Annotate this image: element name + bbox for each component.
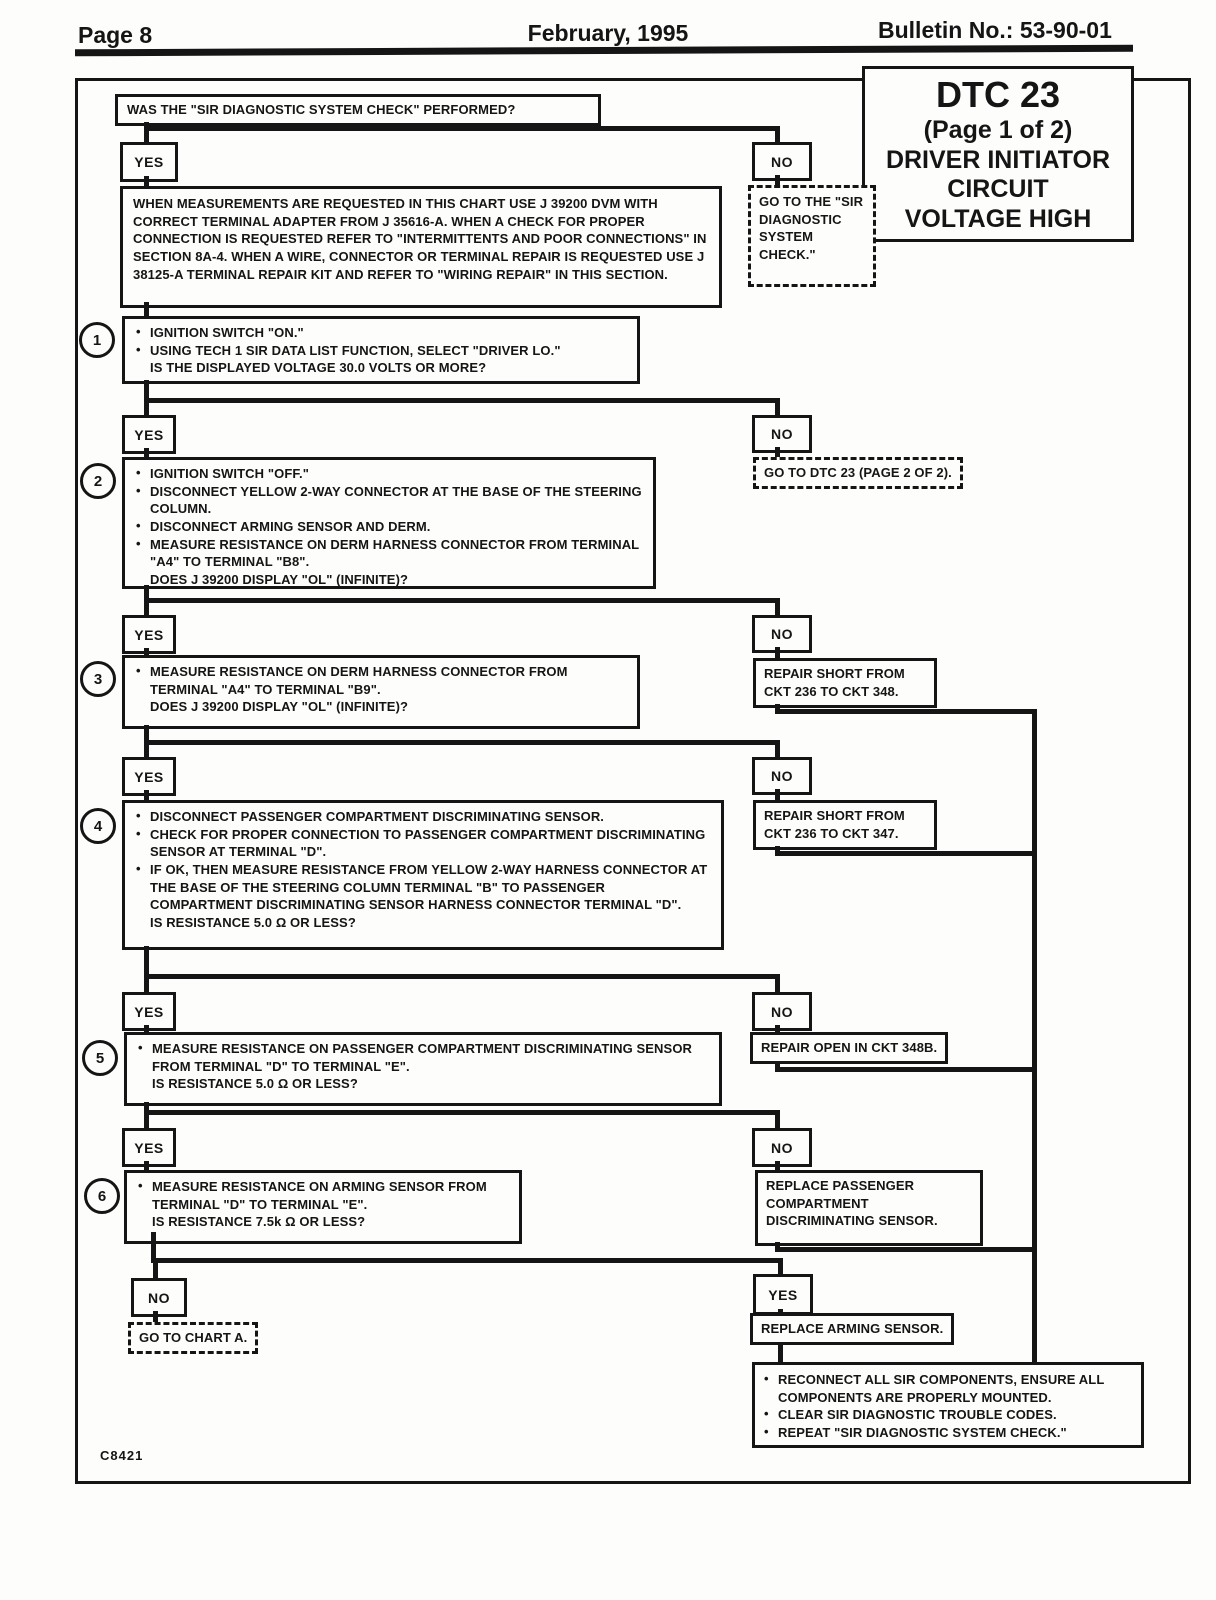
step-2-no-action-box: REPAIR SHORT FROM CKT 236 TO CKT 348. [753, 658, 937, 708]
connector [775, 742, 780, 757]
step-2-bullet-1: • IGNITION SWITCH "OFF." [135, 465, 643, 483]
connector [144, 1025, 149, 1032]
step-3-box [122, 655, 640, 729]
step-2-number [80, 463, 116, 499]
dtc-title-line3: VOLTAGE HIGH [904, 204, 1092, 233]
dtc-page-of: (Page 1 of 2) [923, 116, 1073, 145]
step-6-bullet-1: • MEASURE RESISTANCE ON ARMING SENSOR FROM TERMINAL "D" TO TERMINAL "E". [137, 1178, 509, 1213]
step-1-bullet-2: • USING TECH 1 SIR DATA LIST FUNCTION, SELECT "DRIVER LO." [135, 342, 627, 360]
connector [153, 1311, 158, 1322]
step-4-number [80, 808, 116, 844]
step-6-box [124, 1170, 522, 1244]
connector [144, 1161, 149, 1170]
bulletin-number: Bulletin No.: 53-90-01 [878, 17, 1112, 43]
step-number-label: 3 [93, 670, 103, 688]
step-2-question: DOES J 39200 DISPLAY "OL" (INFINITE)? [150, 572, 409, 588]
step-1-no-action-box: GO TO DTC 23 (PAGE 2 OF 2). [753, 457, 963, 489]
connector [144, 448, 149, 457]
step-1-question: IS THE DISPLAYED VOLTAGE 30.0 VOLTS OR MORE? [150, 360, 487, 376]
step-2-bullet-4: • MEASURE RESISTANCE ON DERM HARNESS CONNECTOR FROM TERMINAL "A4" TO TERMINAL "B8". [135, 536, 643, 571]
step-3-question: DOES J 39200 DISPLAY "OL" (INFINITE)? [150, 699, 409, 715]
final-actions-box [752, 1362, 1144, 1448]
connector [778, 1260, 783, 1274]
connector [144, 176, 149, 186]
step-5-question: IS RESISTANCE 5.0 Ω OR LESS? [152, 1076, 358, 1092]
connector [144, 398, 780, 403]
step-4-question: IS RESISTANCE 5.0 Ω OR LESS? [150, 915, 356, 931]
connector [153, 1260, 158, 1278]
connector [778, 1344, 783, 1362]
step-6-no-action-box: GO TO CHART A. [128, 1322, 258, 1354]
step-number-label: 6 [97, 1187, 107, 1205]
step-number-label: 5 [95, 1049, 105, 1067]
connector [775, 600, 780, 615]
no-label: NO [771, 768, 793, 784]
connector [775, 1161, 780, 1170]
connector [144, 1102, 149, 1128]
step-6-number [84, 1178, 120, 1214]
step-5-no-box [752, 1128, 812, 1167]
step-1-bullet-1: • IGNITION SWITCH "ON." [135, 324, 627, 342]
no-label: NO [148, 1289, 170, 1306]
header-date: February, 1995 [527, 20, 689, 46]
step-3-no-action-box: REPAIR SHORT FROM CKT 236 TO CKT 347. [753, 800, 937, 850]
connector [775, 126, 780, 142]
connector [144, 126, 780, 131]
connector [775, 851, 1037, 856]
connector [144, 1110, 780, 1115]
connector [775, 976, 780, 992]
step-6-question: IS RESISTANCE 7.5k Ω OR LESS? [152, 1214, 366, 1230]
connector [775, 1112, 780, 1128]
connector [775, 647, 780, 658]
step-5-number [82, 1040, 118, 1076]
yes-label: YES [134, 1139, 164, 1156]
start-no-action-box: GO TO THE "SIR DIAGNOSTIC SYSTEM CHECK." [748, 185, 876, 287]
step-4-bullet-3: • IF OK, THEN MEASURE RESISTANCE FROM YELLOW 2-WAY HARNESS CONNECTOR AT THE BASE OF THE STEERING COLUMN TERMINAL "B" TO PASSENGER COMPARTMENT DISCRIMINATING SENSOR HARNESS CONNECTOR TERMINAL "D". [135, 861, 711, 914]
step-2-yes-box [122, 615, 176, 654]
final-bullet-3: • REPEAT "SIR DIAGNOSTIC SYSTEM CHECK." [763, 1424, 1133, 1442]
yes-label: YES [134, 768, 164, 785]
yes-label: YES [134, 1003, 164, 1020]
step-1-box [122, 316, 640, 384]
instructions-box: WHEN MEASUREMENTS ARE REQUESTED IN THIS CHART USE J 39200 DVM WITH CORRECT TERMINAL ADAPTER FROM J 35616-A. WHEN A CHECK FOR PROPER CONNECTION IS REQUESTED REFER TO "INTERMITTENTS AND POOR CONNECTIONS" IN SECTION 8A-4. WHEN A WIRE, CONNECTOR OR TERMINAL REPAIR IS REQUESTED USE J 38125-A TERMINAL REPAIR KIT AND REFER TO "WIRING REPAIR" IN THIS SECTION. [120, 186, 722, 308]
step-1-no-box [752, 415, 812, 453]
dtc-title-box [862, 66, 1134, 242]
dtc-title-line2: CIRCUIT [947, 175, 1049, 204]
step-2-bullet-2: • DISCONNECT YELLOW 2-WAY CONNECTOR AT THE BASE OF THE STEERING COLUMN. [135, 483, 643, 518]
step-3-yes-box [122, 757, 176, 796]
connector [144, 790, 149, 800]
step-4-no-box [752, 992, 812, 1031]
no-label: NO [771, 626, 793, 642]
connector [775, 1025, 780, 1032]
start-question-box: WAS THE "SIR DIAGNOSTIC SYSTEM CHECK" PERFORMED? [115, 94, 601, 126]
page-number: Page 8 [78, 22, 153, 48]
start-yes-box [120, 142, 178, 182]
no-label: NO [771, 1139, 793, 1156]
step-6-yes-box [753, 1274, 813, 1315]
step-2-no-box [752, 615, 812, 653]
connector [144, 598, 780, 603]
connector [144, 740, 780, 745]
connector [775, 400, 780, 415]
figure-code: C8421 [100, 1448, 144, 1463]
step-6-no-box [131, 1278, 187, 1317]
no-label: NO [771, 426, 793, 442]
step-4-yes-box [122, 992, 176, 1031]
connector [144, 946, 149, 992]
start-no-box [752, 142, 812, 181]
connector [775, 1067, 1037, 1072]
step-4-no-action-box: REPAIR OPEN IN CKT 348B. [750, 1032, 948, 1064]
final-bullet-2: • CLEAR SIR DIAGNOSTIC TROUBLE CODES. [763, 1406, 1133, 1424]
step-2-box [122, 457, 656, 589]
step-5-yes-box [122, 1128, 176, 1167]
step-4-bullet-1: • DISCONNECT PASSENGER COMPARTMENT DISCRIMINATING SENSOR. [135, 808, 711, 826]
trunk-connector [1032, 709, 1037, 1364]
step-1-yes-box [122, 415, 176, 454]
step-6-yes-action-box: REPLACE ARMING SENSOR. [750, 1313, 954, 1345]
connector [144, 974, 780, 979]
step-5-box [124, 1032, 722, 1106]
connector [151, 1258, 783, 1263]
connector [775, 1247, 1037, 1252]
step-4-box [122, 800, 724, 950]
no-label: NO [771, 1003, 793, 1020]
connector [775, 709, 1037, 714]
yes-label: YES [134, 626, 164, 643]
connector [144, 302, 149, 316]
step-number-label: 1 [92, 331, 102, 349]
dtc-title-line1: DRIVER INITIATOR [885, 145, 1111, 174]
step-5-bullet-1: • MEASURE RESISTANCE ON PASSENGER COMPARTMENT DISCRIMINATING SENSOR FROM TERMINAL "D" TO TERMINAL "E". [137, 1040, 709, 1075]
final-bullet-1: • RECONNECT ALL SIR COMPONENTS, ENSURE ALL COMPONENTS ARE PROPERLY MOUNTED. [763, 1371, 1133, 1406]
step-3-bullet-1: • MEASURE RESISTANCE ON DERM HARNESS CONNECTOR FROM TERMINAL "A4" TO TERMINAL "B9". [135, 663, 627, 698]
step-1-number [79, 322, 115, 358]
step-3-no-box [752, 757, 812, 795]
connector [775, 789, 780, 800]
step-4-bullet-2: • CHECK FOR PROPER CONNECTION TO PASSENGER COMPARTMENT DISCRIMINATING SENSOR AT TERMINAL "D". [135, 826, 711, 861]
step-3-number [80, 661, 116, 697]
yes-label: YES [768, 1286, 798, 1303]
step-5-no-action-box: REPLACE PASSENGER COMPARTMENT DISCRIMINATING SENSOR. [755, 1170, 983, 1246]
connector [775, 447, 780, 457]
step-number-label: 4 [93, 817, 103, 835]
yes-label: YES [134, 154, 164, 170]
yes-label: YES [134, 426, 164, 443]
dtc-code: DTC 23 [935, 73, 1061, 115]
step-2-bullet-3: • DISCONNECT ARMING SENSOR AND DERM. [135, 518, 643, 536]
step-number-label: 2 [93, 472, 103, 490]
no-label: NO [771, 153, 793, 170]
connector [775, 175, 780, 185]
